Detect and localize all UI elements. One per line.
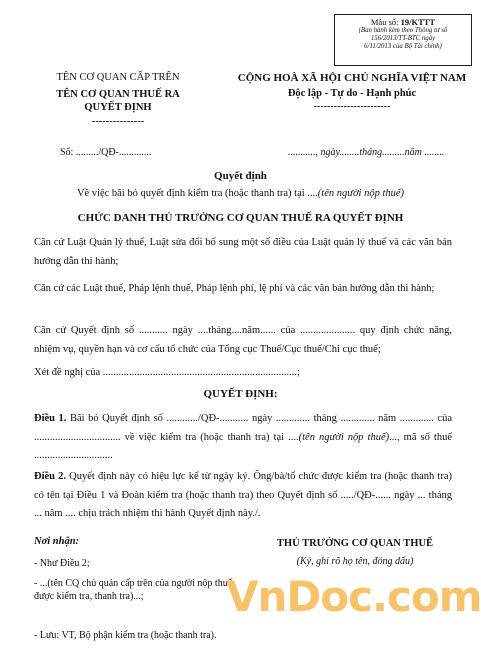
right-divider: -----------------------: [313, 101, 391, 112]
recipient-item: - Lưu: VT, Bộ phận kiểm tra (hoặc thanh tra).: [34, 630, 217, 641]
signature-instruction: (Ký, ghi rõ họ tên, đóng dấu): [296, 556, 414, 567]
preamble-paragraph: Căn cứ Luật Quản lý thuế, Luật sửa đổi bổ sung một số điều của Luật quản lý thuế và các văn bản hướng dẫn thi hành;: [34, 237, 452, 267]
watermark-logo: VnDoc.com: [226, 572, 481, 621]
preamble-paragraph: Căn cứ các Luật thuế, Pháp lệnh thuế, Pháp lệnh phí, lệ phí và các văn bản hướng dẫn thi hành;: [34, 283, 435, 294]
form-code: Mẫu số: 19/KTTT: [370, 17, 436, 27]
form-note-line: (Ban hành kèm theo Thông tư số: [358, 27, 448, 34]
form-note-line: 156/2013/TT-BTC ngày: [370, 35, 436, 42]
form-code-box: [334, 14, 472, 66]
document-date: ..........., ngày........tháng.........năm ........: [288, 147, 445, 158]
document-subject: Về việc bãi bỏ quyết định kiểm tra (hoặc thanh tra) tại ....(tên người nộp thuế): [76, 188, 405, 199]
article-label: Điều 2.: [34, 471, 67, 482]
article-label: Điều 1.: [34, 413, 67, 424]
decision-heading: QUYẾT ĐỊNH:: [203, 388, 278, 400]
parent-agency: TÊN CƠ QUAN CẤP TRÊN: [56, 72, 180, 83]
signer-title: THỦ TRƯỞNG CƠ QUAN THUẾ: [276, 538, 434, 549]
left-divider: ---------------: [91, 116, 145, 127]
national-motto: Độc lập - Tự do - Hạnh phúc: [287, 88, 417, 99]
article-1: Điều 1. Bãi bỏ Quyết định số ............/QĐ-........... ngày ............. tháng ............. năm ............. của ................................. về việc kiểm tra (hoặc thanh tra) tại ....(tên người nộp thuế)..., mã số thuế ..............................: [34, 413, 452, 461]
form-note-line: 6/11/2013 của Bộ Tài chính): [364, 43, 442, 50]
document-number: Số: ........./QĐ-.............: [60, 147, 152, 158]
recipient-item: - Như Điều 2;: [34, 558, 90, 569]
issuer-position-title: CHỨC DANH THỦ TRƯỞNG CƠ QUAN THUẾ RA QUYẾT ĐỊNH: [77, 212, 404, 224]
recipient-item: - ...(tên CQ chủ quản cấp trên của người nộp thuế được kiểm tra, thanh tra)...;: [34, 578, 233, 602]
article-2: Điều 2. Quyết định này có hiệu lực kể từ ngày ký. Ông/bà/tổ chức được kiểm tra (hoặc thanh tra) có tên tại Điều 1 và Đoàn kiểm tra (hoặc thanh tra) theo Quyết định số ...../QĐ-...... ngày ... tháng ... năm .... chịu trách nhiệm thi hành Quyết định này./.: [34, 471, 452, 519]
recipients-title: Nơi nhận:: [34, 536, 80, 547]
document-title: Quyết định: [214, 170, 267, 182]
national-title: CỘNG HOÀ XÃ HỘI CHỦ NGHĨA VIỆT NAM: [237, 72, 467, 84]
preamble-paragraph: Căn cứ Quyết định số ........... ngày ....tháng....năm...... của ..................... quy định chức năng, nhiệm vụ, quyền hạn và cơ cấu tổ chức của Tổng cục Thuế/Cục thuế/Chi cục thuế;: [34, 325, 452, 355]
issuing-agency: TÊN CƠ QUAN THUẾ RA QUYẾT ĐỊNH: [56, 89, 180, 113]
preamble-paragraph: Xét đề nghị của ..........................................................................;: [34, 367, 300, 378]
